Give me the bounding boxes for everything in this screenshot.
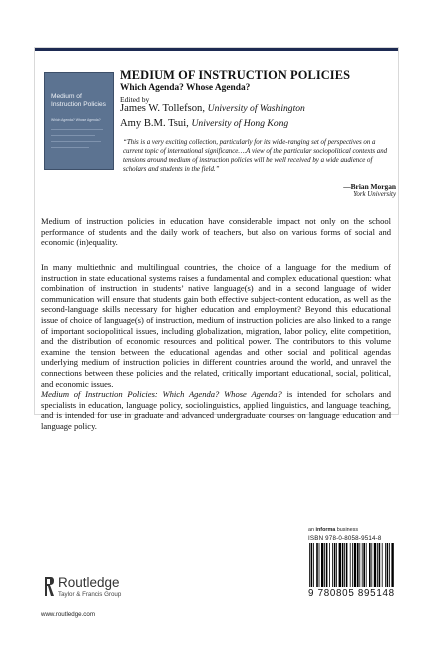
informa-business-label: an informa business bbox=[308, 527, 359, 533]
endorsement-author: —Brian Morgan bbox=[343, 182, 396, 191]
description-paragraph-3 bbox=[41, 389, 391, 431]
barcode-number: 9 780805 895148 bbox=[308, 588, 395, 599]
book-title-reference: Medium of Instruction Policies: Which Agenda? Whose Agenda? bbox=[41, 389, 282, 399]
publisher-url: www.routledge.com bbox=[41, 611, 95, 618]
barcode bbox=[308, 535, 396, 607]
routledge-logo-icon bbox=[44, 577, 55, 597]
description-paragraph-2: In many multiethnic and multilingual countries, the choice of a language for the medium of instruction in state educational systems raises a fundamental and complex educational question: what combination of instruction in students’ native language(s) and in a second language of wider communication will ensure that students gain both effective subject-content education, as well as the second-language skills necessary for higher education and employment? Beyond this educational issue of choice of language(s) of instruction, medium of instruction policies are also linked to a range of important sociopolitical issues, including globalization, migration, labor policy, elite competition, and the distribution of economic resources and political power. The contributors to this volume examine the tension between the educational agendas and other social and political agendas underlying medium of instruction policies in different countries around the world, and unravel the connections between these policies and the related, critically important educational, social, political, and economic issues. bbox=[41, 262, 391, 389]
publisher-group: Taylor & Francis Group bbox=[58, 591, 122, 598]
editor-affiliation: University of Hong Kong bbox=[191, 118, 289, 129]
barcode-bars bbox=[308, 543, 394, 587]
book-subtitle: Which Agenda? Whose Agenda? bbox=[120, 83, 251, 93]
paragraph-text: is intended for scholars and specialists in education, language policy, sociolinguistics, applied linguistics, and language teaching, and is intended for use in graduate and advanced undergraduate courses on language education and language policy. bbox=[41, 389, 391, 431]
editor-affiliation: University of Washington bbox=[207, 103, 305, 114]
description-paragraph-1: Medium of instruction policies in education have considerable impact not only on the school performance of students and the daily work of teachers, but also on various forms of social and economic (in)equality. bbox=[41, 216, 391, 248]
editor-1 bbox=[120, 103, 305, 114]
cover-thumbnail bbox=[44, 72, 114, 170]
editor-2 bbox=[120, 118, 288, 129]
book-title: MEDIUM OF INSTRUCTION POLICIES bbox=[120, 68, 351, 82]
editor-name: James W. Tollefson, bbox=[120, 103, 205, 114]
publisher-name: Routledge bbox=[58, 575, 120, 590]
thumbnail-title: Medium of Instruction Policies bbox=[51, 93, 106, 108]
editor-name: Amy B.M. Tsui, bbox=[120, 118, 189, 129]
thumbnail-subtitle: Which Agenda? Whose Agenda? bbox=[51, 118, 101, 122]
endorsement-quote: “This is a very exciting collection, particularly for its wide-ranging set of perspectives on a current topic of international significance….A view of the particular sociopolitical contexts and tensions around medium of instruction policies will be well received by a wide audience of scholars and students in the field.” bbox=[123, 139, 388, 174]
edited-by-label: Edited by bbox=[120, 95, 150, 104]
isbn-label: ISBN 978-0-8058-9514-8 bbox=[308, 535, 382, 542]
endorsement-affiliation: York University bbox=[353, 191, 396, 198]
